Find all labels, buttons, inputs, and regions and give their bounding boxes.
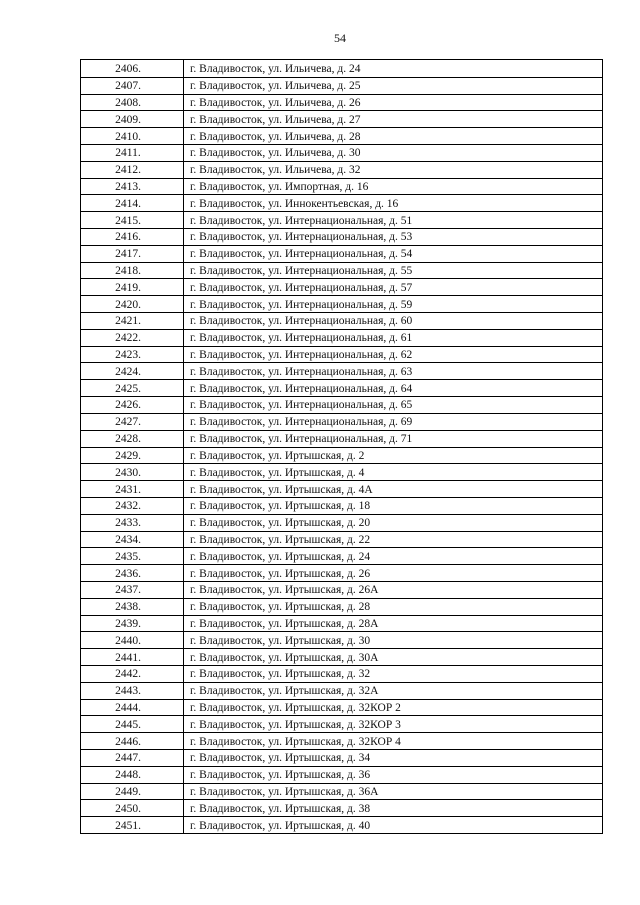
row-number-cell: 2418. bbox=[81, 263, 184, 279]
table-row bbox=[81, 178, 602, 195]
table-row bbox=[81, 161, 602, 178]
address-cell: г. Владивосток, ул. Иртышская, д. 26А bbox=[190, 584, 379, 597]
table-row bbox=[81, 94, 602, 111]
address-cell: г. Владивосток, ул. Ильичева, д. 30 bbox=[190, 147, 361, 160]
address-cell: г. Владивосток, ул. Интернациональная, д. 69 bbox=[190, 416, 413, 429]
address-cell: г. Владивосток, ул. Интернациональная, д. 61 bbox=[190, 332, 413, 345]
page-number: 54 bbox=[334, 31, 346, 45]
table-row bbox=[81, 144, 602, 161]
row-number-cell: 2446. bbox=[81, 733, 184, 749]
address-cell: г. Владивосток, ул. Иртышская, д. 32КОР 4 bbox=[190, 735, 401, 748]
table-row bbox=[81, 346, 602, 363]
table-row bbox=[81, 77, 602, 94]
table-row bbox=[81, 531, 602, 548]
address-cell: г. Владивосток, ул. Иртышская, д. 28А bbox=[190, 617, 379, 630]
row-number-cell: 2445. bbox=[81, 716, 184, 732]
table-row bbox=[81, 396, 602, 413]
row-number-cell: 2430. bbox=[81, 464, 184, 480]
row-number-cell: 2436. bbox=[81, 565, 184, 581]
row-number-cell: 2415. bbox=[81, 212, 184, 228]
address-cell: г. Владивосток, ул. Интернациональная, д. 71 bbox=[190, 433, 413, 446]
address-cell: г. Владивосток, ул. Интернациональная, д. 51 bbox=[190, 214, 413, 227]
address-cell: г. Владивосток, ул. Иртышская, д. 32А bbox=[190, 685, 379, 698]
address-cell: г. Владивосток, ул. Интернациональная, д. 57 bbox=[190, 281, 413, 294]
row-number-cell: 2432. bbox=[81, 498, 184, 514]
table-row bbox=[81, 447, 602, 464]
row-number-cell: 2435. bbox=[81, 548, 184, 564]
address-cell: г. Владивосток, ул. Иртышская, д. 36А bbox=[190, 785, 379, 798]
table-row bbox=[81, 766, 602, 783]
row-number-cell: 2424. bbox=[81, 363, 184, 379]
address-cell: г. Владивосток, ул. Интернациональная, д. 65 bbox=[190, 399, 413, 412]
table-row bbox=[81, 732, 602, 749]
address-cell: г. Владивосток, ул. Интернациональная, д. 55 bbox=[190, 265, 413, 278]
row-number-cell: 2410. bbox=[81, 128, 184, 144]
row-number-cell: 2438. bbox=[81, 599, 184, 615]
address-cell: г. Владивосток, ул. Ильичева, д. 28 bbox=[190, 130, 361, 143]
table-row bbox=[81, 497, 602, 514]
table-row bbox=[81, 430, 602, 447]
address-cell: г. Владивосток, ул. Иртышская, д. 20 bbox=[190, 517, 371, 530]
table-row bbox=[81, 799, 602, 816]
address-cell: г. Владивосток, ул. Иннокентьевская, д. 16 bbox=[190, 197, 399, 210]
table-row bbox=[81, 60, 602, 77]
table-row bbox=[81, 362, 602, 379]
address-cell: г. Владивосток, ул. Иртышская, д. 32КОР 3 bbox=[190, 718, 401, 731]
address-cell: г. Владивосток, ул. Иртышская, д. 26 bbox=[190, 567, 371, 580]
row-number-cell: 2439. bbox=[81, 616, 184, 632]
table-row bbox=[81, 262, 602, 279]
table-row bbox=[81, 194, 602, 211]
row-number-cell: 2442. bbox=[81, 666, 184, 682]
table-row bbox=[81, 514, 602, 531]
table-row bbox=[81, 648, 602, 665]
row-number-cell: 2412. bbox=[81, 162, 184, 178]
address-cell: г. Владивосток, ул. Иртышская, д. 22 bbox=[190, 533, 371, 546]
row-number-cell: 2451. bbox=[81, 817, 184, 833]
address-cell: г. Владивосток, ул. Иртышская, д. 4 bbox=[190, 466, 365, 479]
address-cell: г. Владивосток, ул. Интернациональная, д. 53 bbox=[190, 231, 413, 244]
table-row bbox=[81, 480, 602, 497]
table-row bbox=[81, 110, 602, 127]
address-cell: г. Владивосток, ул. Иртышская, д. 24 bbox=[190, 550, 371, 563]
row-number-cell: 2431. bbox=[81, 481, 184, 497]
row-number-cell: 2441. bbox=[81, 649, 184, 665]
address-cell: г. Владивосток, ул. Иртышская, д. 36 bbox=[190, 769, 371, 782]
table-row bbox=[81, 413, 602, 430]
row-number-cell: 2413. bbox=[81, 179, 184, 195]
row-number-cell: 2416. bbox=[81, 229, 184, 245]
row-number-cell: 2429. bbox=[81, 448, 184, 464]
table-row bbox=[81, 682, 602, 699]
row-number-cell: 2443. bbox=[81, 683, 184, 699]
address-cell: г. Владивосток, ул. Иртышская, д. 2 bbox=[190, 449, 365, 462]
table-row bbox=[81, 631, 602, 648]
table-row bbox=[81, 295, 602, 312]
table-row bbox=[81, 228, 602, 245]
table-row bbox=[81, 278, 602, 295]
row-number-cell: 2426. bbox=[81, 397, 184, 413]
row-number-cell: 2427. bbox=[81, 414, 184, 430]
table-row bbox=[81, 749, 602, 766]
table-row bbox=[81, 211, 602, 228]
row-number-cell: 2421. bbox=[81, 313, 184, 329]
row-number-cell: 2425. bbox=[81, 380, 184, 396]
table-row bbox=[81, 581, 602, 598]
address-cell: г. Владивосток, ул. Иртышская, д. 28 bbox=[190, 601, 371, 614]
table-row bbox=[81, 564, 602, 581]
table-row bbox=[81, 245, 602, 262]
table-row bbox=[81, 715, 602, 732]
row-number-cell: 2440. bbox=[81, 632, 184, 648]
address-cell: г. Владивосток, ул. Иртышская, д. 30 bbox=[190, 634, 371, 647]
address-cell: г. Владивосток, ул. Ильичева, д. 27 bbox=[190, 113, 361, 126]
address-cell: г. Владивосток, ул. Иртышская, д. 30А bbox=[190, 651, 379, 664]
table-row bbox=[81, 127, 602, 144]
address-cell: г. Владивосток, ул. Интернациональная, д. 54 bbox=[190, 248, 413, 261]
table-row bbox=[81, 547, 602, 564]
row-number-cell: 2448. bbox=[81, 767, 184, 783]
row-number-cell: 2406. bbox=[81, 60, 184, 77]
address-table bbox=[80, 59, 603, 834]
address-cell: г. Владивосток, ул. Интернациональная, д. 64 bbox=[190, 382, 413, 395]
row-number-cell: 2423. bbox=[81, 347, 184, 363]
row-number-cell: 2419. bbox=[81, 279, 184, 295]
table-row bbox=[81, 665, 602, 682]
address-cell: г. Владивосток, ул. Иртышская, д. 32 bbox=[190, 668, 371, 681]
address-cell: г. Владивосток, ул. Иртышская, д. 34 bbox=[190, 752, 371, 765]
row-number-cell: 2422. bbox=[81, 330, 184, 346]
address-cell: г. Владивосток, ул. Иртышская, д. 4А bbox=[190, 483, 373, 496]
row-number-cell: 2449. bbox=[81, 784, 184, 800]
row-number-cell: 2417. bbox=[81, 246, 184, 262]
address-cell: г. Владивосток, ул. Интернациональная, д. 60 bbox=[190, 315, 413, 328]
row-number-cell: 2437. bbox=[81, 582, 184, 598]
address-cell: г. Владивосток, ул. Ильичева, д. 26 bbox=[190, 97, 361, 109]
table-row bbox=[81, 379, 602, 396]
row-number-cell: 2447. bbox=[81, 750, 184, 766]
row-number-cell: 2414. bbox=[81, 195, 184, 211]
table-row bbox=[81, 615, 602, 632]
address-cell: г. Владивосток, ул. Ильичева, д. 24 bbox=[190, 62, 361, 75]
address-cell: г. Владивосток, ул. Иртышская, д. 40 bbox=[190, 819, 371, 832]
row-number-cell: 2428. bbox=[81, 431, 184, 447]
row-number-cell: 2420. bbox=[81, 296, 184, 312]
row-number-cell: 2450. bbox=[81, 800, 184, 816]
address-cell: г. Владивосток, ул. Иртышская, д. 38 bbox=[190, 802, 371, 815]
table-row bbox=[81, 783, 602, 800]
table-row bbox=[81, 598, 602, 615]
table-row bbox=[81, 699, 602, 716]
address-cell: г. Владивосток, ул. Ильичева, д. 25 bbox=[190, 80, 361, 93]
row-number-cell: 2411. bbox=[81, 145, 184, 161]
address-cell: г. Владивосток, ул. Интернациональная, д. 62 bbox=[190, 349, 413, 362]
row-number-cell: 2407. bbox=[81, 78, 184, 94]
row-number-cell: 2433. bbox=[81, 515, 184, 531]
table-row bbox=[81, 312, 602, 329]
table-row bbox=[81, 329, 602, 346]
row-number-cell: 2444. bbox=[81, 700, 184, 716]
row-number-cell: 2409. bbox=[81, 111, 184, 127]
address-cell: г. Владивосток, ул. Ильичева, д. 32 bbox=[190, 164, 361, 177]
address-cell: г. Владивосток, ул. Иртышская, д. 18 bbox=[190, 500, 371, 513]
address-cell: г. Владивосток, ул. Интернациональная, д. 59 bbox=[190, 298, 413, 311]
table-row bbox=[81, 463, 602, 480]
table-row bbox=[81, 816, 602, 833]
address-cell: г. Владивосток, ул. Импортная, д. 16 bbox=[190, 181, 369, 194]
row-number-cell: 2408. bbox=[81, 95, 184, 111]
address-cell: г. Владивосток, ул. Иртышская, д. 32КОР 2 bbox=[190, 701, 401, 714]
row-number-cell: 2434. bbox=[81, 532, 184, 548]
address-cell: г. Владивосток, ул. Интернациональная, д. 63 bbox=[190, 365, 413, 378]
